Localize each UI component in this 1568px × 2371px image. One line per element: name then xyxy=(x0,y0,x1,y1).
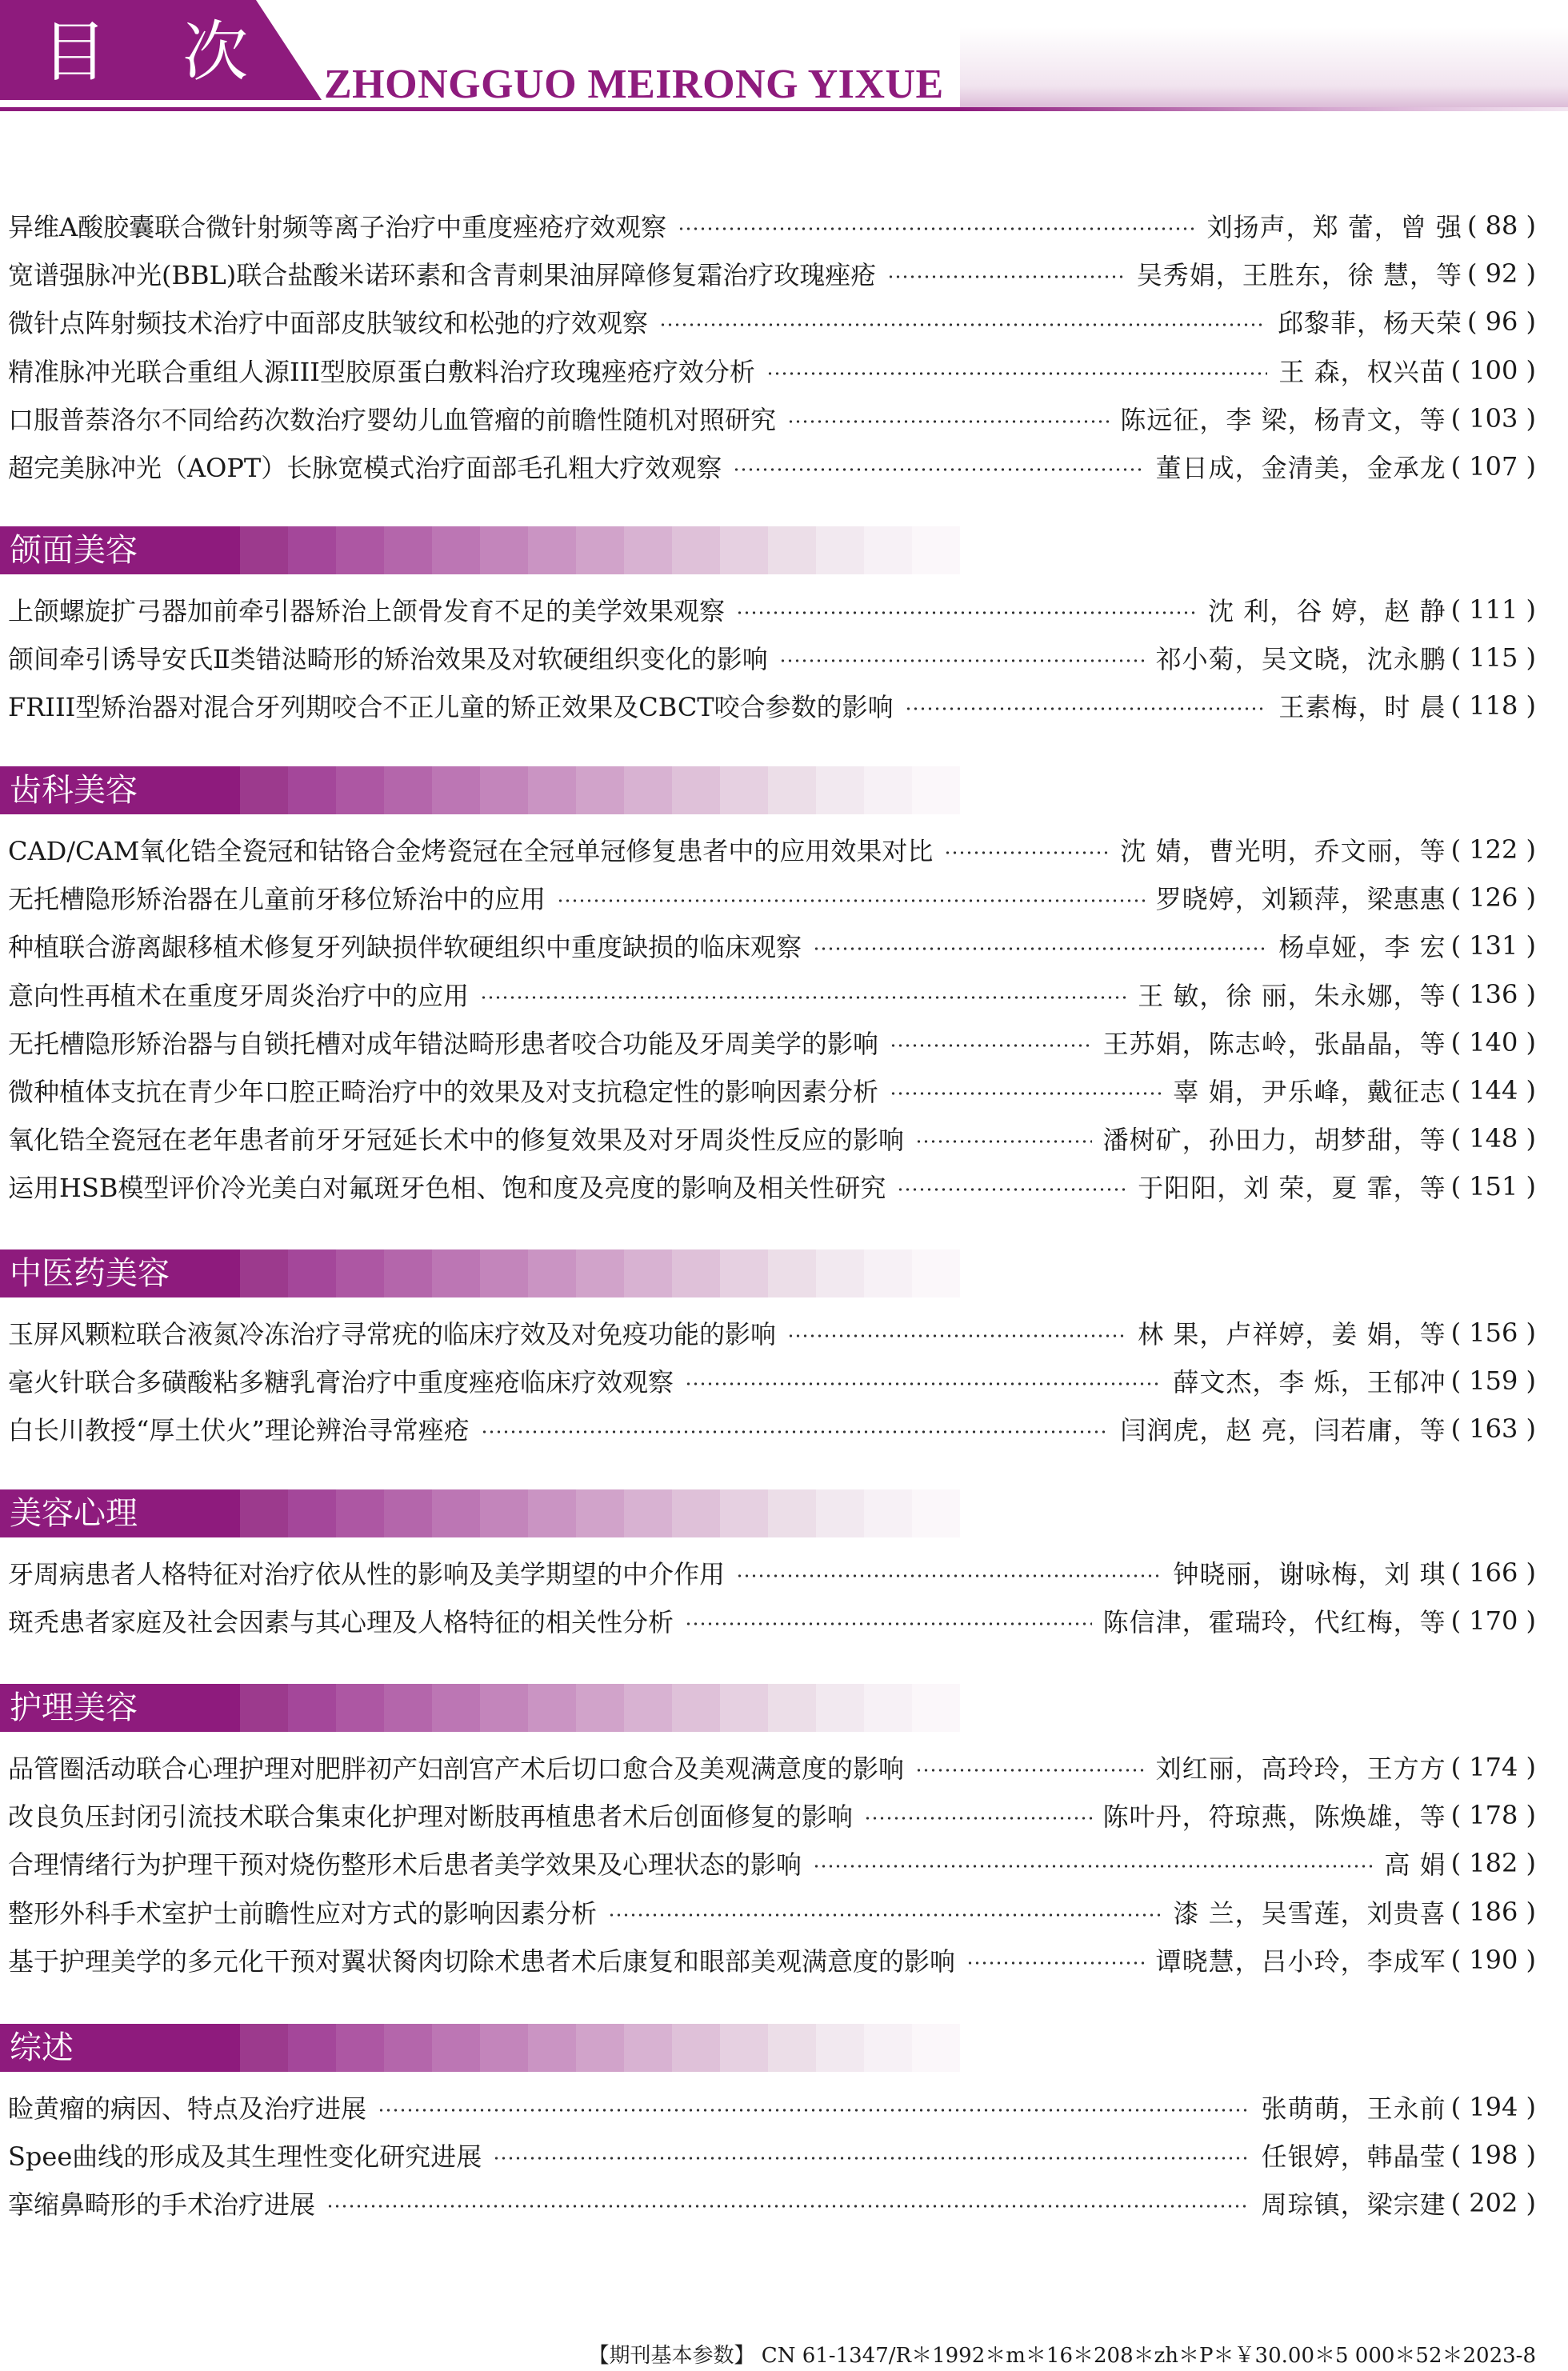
entry-page: ( 198 ) xyxy=(1450,2140,1536,2171)
toc-entry[interactable] xyxy=(0,442,1568,490)
toc-entries xyxy=(0,1309,1568,1453)
entry-authors: 王 森，权兴苗 xyxy=(1278,356,1446,387)
section-label: 综述 xyxy=(10,2029,74,2066)
entry-title: FRIII型矫治器对混合牙列期咬合不正儿童的矫正效果及CBCT咬合参数的影响 xyxy=(8,692,894,723)
entry-page: ( 107 ) xyxy=(1450,451,1536,482)
entry-page: ( 88 ) xyxy=(1466,210,1536,242)
entry-page: ( 122 ) xyxy=(1450,834,1536,866)
entry-authors: 杨卓娅，李 宏 xyxy=(1278,932,1446,963)
section-label: 中医药美容 xyxy=(10,1255,170,1292)
leader-dots xyxy=(480,996,1126,999)
entry-page: ( 182 ) xyxy=(1450,1848,1536,1879)
entry-title: 挛缩鼻畸形的手术治疗进展 xyxy=(8,2189,316,2221)
section-heading xyxy=(0,1684,1000,1732)
entry-page: ( 126 ) xyxy=(1450,882,1536,914)
leader-dots xyxy=(733,468,1144,471)
toc-entry[interactable] xyxy=(0,1597,1568,1645)
toc-entry[interactable] xyxy=(0,922,1568,970)
entry-title: 超完美脉冲光（AOPT）长脉宽模式治疗面部毛孔粗大疗效观察 xyxy=(8,453,722,484)
entry-page: ( 100 ) xyxy=(1450,354,1536,386)
entry-page: ( 118 ) xyxy=(1450,690,1536,722)
entry-page: ( 166 ) xyxy=(1450,1557,1536,1589)
entry-title: 无托槽隐形矫治器在儿童前牙移位矫治中的应用 xyxy=(8,884,546,915)
entry-title: 玉屏风颗粒联合液氮冷冻治疗寻常疣的临床疗效及对免疫功能的影响 xyxy=(8,1319,777,1350)
toc-section xyxy=(0,1489,1568,1645)
leader-dots xyxy=(787,420,1109,423)
toc-entry[interactable] xyxy=(0,1791,1568,1839)
leader-dots xyxy=(813,1865,1373,1868)
entry-page: ( 148 ) xyxy=(1450,1123,1536,1154)
entry-authors: 周琮镇，梁宗建 xyxy=(1261,2189,1446,2221)
leader-dots xyxy=(779,659,1145,662)
entry-page: ( 96 ) xyxy=(1466,306,1536,338)
toc-entry[interactable] xyxy=(0,2083,1568,2131)
leader-dots xyxy=(813,947,1267,950)
entry-title: 氧化锆全瓷冠在老年患者前牙牙冠延长术中的修复效果及对牙周炎性反应的影响 xyxy=(8,1125,905,1156)
entry-authors: 薛文杰，李 烁，王郁冲 xyxy=(1173,1367,1446,1398)
entry-authors: 任银婷，韩晶莹 xyxy=(1261,2141,1446,2173)
entry-page: ( 190 ) xyxy=(1450,1944,1536,1975)
toc-section xyxy=(0,1249,1568,1453)
section-heading xyxy=(0,766,1000,814)
entry-authors: 陈叶丹，符琼燕，陈焕雄，等 xyxy=(1102,1801,1446,1833)
entry-authors: 漆 兰，吴雪莲，刘贵喜 xyxy=(1173,1897,1446,1929)
toc-entry[interactable] xyxy=(0,682,1568,730)
leader-dots xyxy=(493,2157,1250,2160)
leader-dots xyxy=(897,1188,1126,1191)
toc-entry[interactable] xyxy=(0,1405,1568,1453)
leader-dots xyxy=(685,1382,1162,1385)
section-label: 齿科美容 xyxy=(10,772,138,809)
entry-title: 斑秃患者家庭及社会因素与其心理及人格特征的相关性分析 xyxy=(8,1607,674,1638)
toc-section xyxy=(0,202,1568,490)
leader-dots xyxy=(890,1044,1092,1047)
entry-authors: 辜 娟，尹乐峰，戴征志 xyxy=(1173,1077,1446,1108)
entry-page: ( 131 ) xyxy=(1450,930,1536,962)
toc-entry[interactable] xyxy=(0,394,1568,442)
entry-page: ( 163 ) xyxy=(1450,1413,1536,1445)
entry-authors: 于阳阳，刘 荣，夏 霏，等 xyxy=(1138,1173,1446,1204)
entry-authors: 吴秀娟，王胜东，徐 慧，等 xyxy=(1136,260,1462,291)
entry-title: 毫火针联合多磺酸粘多糖乳膏治疗中重度痤疮临床疗效观察 xyxy=(8,1367,674,1398)
section-heading xyxy=(0,1249,1000,1297)
entry-title: 睑黄瘤的病因、特点及治疗进展 xyxy=(8,2093,367,2125)
leader-dots xyxy=(557,899,1145,902)
leader-dots xyxy=(905,707,1268,710)
leader-dots xyxy=(659,323,1266,326)
toc-entries xyxy=(0,1549,1568,1645)
leader-dots xyxy=(915,1769,1145,1772)
entry-title: 运用HSB模型评价冷光美白对氟斑牙色相、饱和度及亮度的影响及相关性研究 xyxy=(8,1173,886,1204)
entry-title: 微针点阵射频技术治疗中面部皮肤皱纹和松弛的疗效观察 xyxy=(8,308,649,339)
toc-entry[interactable] xyxy=(0,1549,1568,1597)
entry-authors: 祁小菊，吴文晓，沈永鹏 xyxy=(1155,644,1446,675)
leader-dots xyxy=(787,1334,1126,1337)
entry-page: ( 186 ) xyxy=(1450,1896,1536,1927)
toc-entry[interactable] xyxy=(0,1936,1568,1984)
toc-entry[interactable] xyxy=(0,1309,1568,1357)
leader-dots xyxy=(890,1092,1162,1095)
leader-dots xyxy=(736,1574,1162,1577)
toc-entry[interactable] xyxy=(0,2131,1568,2179)
entry-authors: 邱黎菲，杨天荣 xyxy=(1277,308,1462,339)
entry-authors: 钟晓丽，谢咏梅，刘 琪 xyxy=(1173,1559,1446,1590)
leader-dots xyxy=(685,1622,1092,1625)
entry-page: ( 151 ) xyxy=(1450,1171,1536,1202)
toc-entry[interactable] xyxy=(0,1888,1568,1936)
leader-dots xyxy=(864,1817,1092,1820)
toc-entry[interactable] xyxy=(0,298,1568,346)
entry-title: 上颌螺旋扩弓器加前牵引器矫治上颌骨发育不足的美学效果观察 xyxy=(8,596,726,627)
entry-page: ( 111 ) xyxy=(1450,594,1536,626)
toc-entry[interactable] xyxy=(0,1357,1568,1405)
entry-page: ( 115 ) xyxy=(1450,642,1536,674)
toc-entries xyxy=(0,586,1568,730)
entry-title: 意向性再植术在重度牙周炎治疗中的应用 xyxy=(8,980,470,1011)
section-label: 护理美容 xyxy=(10,1689,138,1726)
entry-page: ( 103 ) xyxy=(1450,402,1536,434)
entry-title: CAD/CAM氧化锆全瓷冠和钴铬合金烤瓷冠在全冠单冠修复患者中的应用效果对比 xyxy=(8,836,934,867)
leader-dots xyxy=(887,275,1126,278)
entry-authors: 王素梅，时 晨 xyxy=(1278,692,1446,723)
entry-authors: 张萌萌，王永前 xyxy=(1261,2093,1446,2125)
toc-section xyxy=(0,526,1568,730)
toc-entry[interactable] xyxy=(0,1114,1568,1162)
entry-page: ( 202 ) xyxy=(1450,2188,1536,2219)
leader-dots xyxy=(678,227,1195,230)
toc-entry[interactable] xyxy=(0,586,1568,634)
leader-dots xyxy=(481,1430,1110,1433)
toc-entries xyxy=(0,826,1568,1211)
entry-authors: 陈信津，霍瑞玲，代红梅，等 xyxy=(1102,1607,1446,1638)
toc-section xyxy=(0,766,1568,1211)
toc-entries xyxy=(0,202,1568,490)
entry-page: ( 159 ) xyxy=(1450,1365,1536,1397)
entry-authors: 谭晓慧，吕小玲，李成军 xyxy=(1155,1945,1446,1977)
section-heading xyxy=(0,1489,1000,1537)
entry-authors: 刘扬声，郑 蕾，曾 强 xyxy=(1206,212,1462,243)
entry-title: 无托槽隐形矫治器与自锁托槽对成年错㳠畸形患者咬合功能及牙周美学的影响 xyxy=(8,1028,879,1059)
entry-authors: 闫润虎，赵 亮，闫若庸，等 xyxy=(1120,1415,1446,1446)
toc-entries xyxy=(0,2083,1568,2228)
entry-title: 口服普萘洛尔不同给药次数治疗婴幼儿血管瘤的前瞻性随机对照研究 xyxy=(8,404,777,435)
toc-entry[interactable] xyxy=(0,202,1568,250)
toc-section xyxy=(0,1684,1568,1984)
entry-authors: 沈 婧，曹光明，乔文丽，等 xyxy=(1120,836,1446,867)
leader-dots xyxy=(736,611,1197,614)
entry-authors: 罗晓婷，刘颖萍，梁惠惠 xyxy=(1155,884,1446,915)
toc-entry[interactable] xyxy=(0,826,1568,874)
entry-title: 颌间牵引诱导安氏Ⅱ类错㳠畸形的矫治效果及对软硬组织变化的影响 xyxy=(8,644,768,675)
entry-authors: 林 果，卢祥婷，姜 娟，等 xyxy=(1138,1319,1446,1350)
header-rule xyxy=(0,107,960,111)
section-label: 美容心理 xyxy=(10,1495,138,1532)
toc-entry[interactable] xyxy=(0,970,1568,1018)
entry-page: ( 144 ) xyxy=(1450,1075,1536,1106)
leader-dots xyxy=(966,1961,1145,1965)
toc-section xyxy=(0,2024,1568,2228)
section-label: 颌面美容 xyxy=(10,532,138,569)
section-heading xyxy=(0,526,1000,574)
entry-page: ( 92 ) xyxy=(1466,258,1536,290)
entry-authors: 董日成，金清美，金承龙 xyxy=(1155,453,1446,484)
entry-authors: 王苏娟，陈志岭，张晶晶，等 xyxy=(1102,1028,1446,1059)
toc-entry[interactable] xyxy=(0,1743,1568,1791)
toc-entry[interactable] xyxy=(0,1066,1568,1114)
entry-authors: 高 娟 xyxy=(1384,1849,1446,1881)
toc-entry[interactable] xyxy=(0,1018,1568,1066)
entry-authors: 王 敏，徐 丽，朱永娜，等 xyxy=(1138,980,1446,1011)
toc-entry[interactable] xyxy=(0,250,1568,298)
section-heading xyxy=(0,2024,1000,2072)
entry-title: Spee曲线的形成及其生理性变化研究进展 xyxy=(8,2141,482,2173)
entry-authors: 陈远征，李 梁，杨青文，等 xyxy=(1120,404,1446,435)
journal-name: ZHONGGUO MEIRONG YIXUE xyxy=(324,62,944,107)
toc-entry[interactable] xyxy=(0,874,1568,922)
toc-entry[interactable] xyxy=(0,1839,1568,1887)
entry-page: ( 136 ) xyxy=(1450,978,1536,1010)
leader-dots xyxy=(766,372,1267,375)
entry-page: ( 194 ) xyxy=(1450,2092,1536,2123)
leader-dots xyxy=(378,2109,1250,2112)
entry-title: 宽谱强脉冲光(BBL)联合盐酸米诺环素和含青刺果油屏障修复霜治疗玫瑰痤疮 xyxy=(8,260,877,291)
entry-title: 种植联合游离龈移植术修复牙列缺损伴软硬组织中重度缺损的临床观察 xyxy=(8,932,802,963)
entry-page: ( 140 ) xyxy=(1450,1026,1536,1058)
entry-title: 整形外科手术室护士前瞻性应对方式的影响因素分析 xyxy=(8,1897,598,1929)
header-fade xyxy=(960,27,1568,111)
page-title: 目 次 xyxy=(42,14,276,90)
toc-entry[interactable] xyxy=(0,2179,1568,2227)
journal-parameters: 【期刊基本参数】 CN 61-1347/R＊1992＊m＊16＊208＊zh＊P＊￥30.00＊5 000＊52＊2023-8 xyxy=(588,2344,1536,2368)
entry-title: 精准脉冲光联合重组人源III型胶原蛋白敷料治疗玫瑰痤疮疗效分析 xyxy=(8,356,755,387)
entry-title: 微种植体支抗在青少年口腔正畸治疗中的效果及对支抗稳定性的影响因素分析 xyxy=(8,1077,879,1108)
entry-page: ( 170 ) xyxy=(1450,1605,1536,1637)
entry-page: ( 178 ) xyxy=(1450,1800,1536,1831)
leader-dots xyxy=(326,2205,1250,2208)
toc-entry[interactable] xyxy=(0,1162,1568,1210)
entry-authors: 沈 利，谷 婷，赵 静 xyxy=(1208,596,1446,627)
toc-entry[interactable] xyxy=(0,346,1568,394)
entry-title: 白长川教授“厚土伏火”理论辨治寻常痤疮 xyxy=(8,1415,470,1446)
entry-title: 改良负压封闭引流技术联合集束化护理对断肢再植患者术后创面修复的影响 xyxy=(8,1801,854,1833)
entry-title: 基于护理美学的多元化干预对翼状胬肉切除术患者术后康复和眼部美观满意度的影响 xyxy=(8,1945,956,1977)
toc-entries xyxy=(0,1743,1568,1984)
leader-dots xyxy=(944,851,1109,854)
entry-authors: 刘红丽，高玲玲，王方方 xyxy=(1155,1753,1446,1785)
toc-entry[interactable] xyxy=(0,634,1568,682)
leader-dots xyxy=(608,1913,1162,1917)
entry-title: 牙周病患者人格特征对治疗依从性的影响及美学期望的中介作用 xyxy=(8,1559,726,1590)
leader-dots xyxy=(915,1140,1092,1143)
entry-page: ( 174 ) xyxy=(1450,1752,1536,1783)
entry-title: 品管圈活动联合心理护理对肥胖初产妇剖宫产术后切口愈合及美观满意度的影响 xyxy=(8,1753,905,1785)
entry-title: 异维A酸胶囊联合微针射频等离子治疗中重度痤疮疗效观察 xyxy=(8,212,667,243)
entry-authors: 潘树矿，孙田力，胡梦甜，等 xyxy=(1102,1125,1446,1156)
entry-page: ( 156 ) xyxy=(1450,1317,1536,1349)
entry-title: 合理情绪行为护理干预对烧伤整形术后患者美学效果及心理状态的影响 xyxy=(8,1849,802,1881)
